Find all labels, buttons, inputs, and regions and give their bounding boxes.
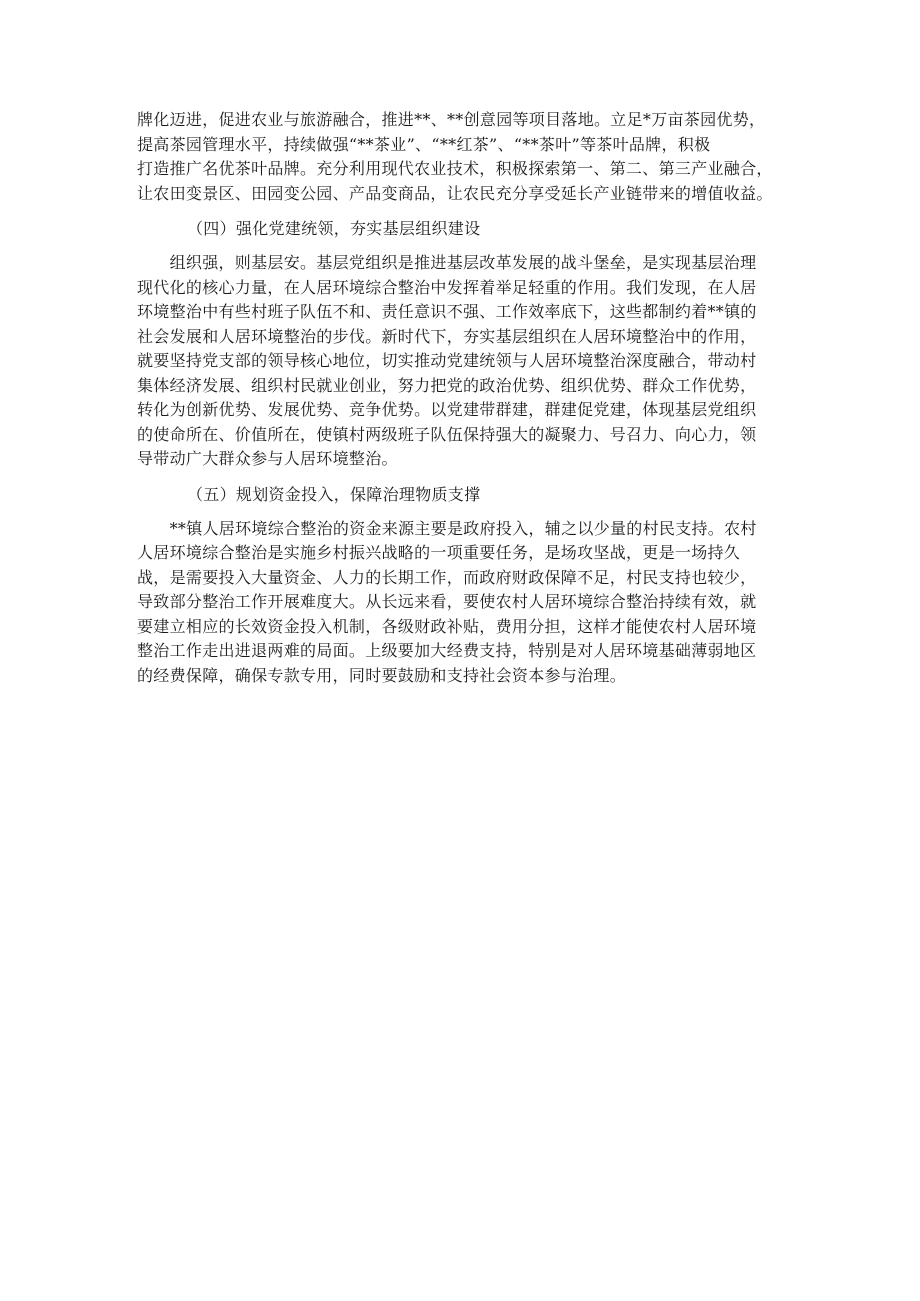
text-line: 让农田变景区、田园变公园、产品变商品，让农民充分享受延长产业链带来的增值收益。 bbox=[137, 183, 773, 203]
text-line: 集体经济发展、组织村民就业创业，努力把党的政治优势、组织优势、群众工作优势， bbox=[137, 375, 757, 395]
text-line: 要建立相应的长效资金投入机制，各级财政补贴，费用分担，这样才能使农村人居环境 bbox=[137, 616, 757, 636]
text-line: 的使命所在、价值所在，使镇村两级班子队伍保持强大的凝聚力、号召力、向心力，领 bbox=[137, 424, 757, 444]
text-line: 战，是需要投入大量资金、人力的长期工作，而政府财政保障不足，村民支持也较少， bbox=[137, 567, 757, 587]
text-line: 现代化的核心力量，在人居环境综合整治中发挥着举足轻重的作用。我们发现，在人居 bbox=[137, 277, 757, 297]
text-line: **镇人居环境综合整治的资金来源主要是政府投入，辅之以少量的村民支持。农村 bbox=[137, 518, 757, 538]
section-heading-5: （五）规划资金投入，保障治理物质支撑 bbox=[187, 484, 481, 504]
paragraph-tea-industry bbox=[137, 108, 797, 206]
text-line: 的经费保障，确保专款专用，同时要鼓励和支持社会资本参与治理。 bbox=[137, 665, 627, 685]
paragraph-funding bbox=[137, 517, 797, 689]
text-line: 转化为创新优势、发展优势、竞争优势。以党建带群建，群建促党建，体现基层党组织 bbox=[137, 400, 757, 419]
section-heading-4: （四）强化党建统领，夯实基层组织建设 bbox=[187, 219, 481, 238]
text-line: 导带动广大群众参与人居环境整治。 bbox=[137, 449, 398, 468]
text-line: 牌化迈进，促进农业与旅游融合，推进**、**创意园等项目落地。立足*万亩茶园优势， bbox=[137, 110, 766, 129]
text-line: 环境整治中有些村班子队伍不和、责任意识不强、工作效率底下，这些都制约着**镇的 bbox=[137, 302, 757, 321]
text-line: 社会发展和人居环境整治的步伐。新时代下，夯实基层组织在人居环境整治中的作用， bbox=[137, 326, 757, 346]
paragraph-party-building bbox=[137, 251, 797, 472]
text-line: 人居环境综合整治是实施乡村振兴战略的一项重要任务，是场攻坚战，更是一场持久 bbox=[137, 543, 741, 562]
text-line: 打造推广名优茶叶品牌。充分利用现代农业技术，积极探索第一、第二、第三产业融合， bbox=[137, 159, 773, 178]
document-page bbox=[137, 108, 797, 688]
text-line: 组织强，则基层安。基层党组织是推进基层改革发展的战斗堡垒，是实现基层治理 bbox=[137, 253, 757, 272]
text-line: 导致部分整治工作开展难度大。从长远来看，要使农村人居环境综合整治持续有效，就 bbox=[137, 592, 757, 611]
text-line: 整治工作走出进退两难的局面。上级要加大经费支持，特别是对人居环境基础薄弱地区 bbox=[137, 641, 757, 660]
text-line: 就要坚持党支部的领导核心地位，切实推动党建统领与人居环境整治深度融合，带动村 bbox=[137, 351, 757, 370]
text-line: 提高茶园管理水平，持续做强“**茶业”、“**红茶”、“**茶叶”等茶叶品牌，积极 bbox=[137, 134, 711, 154]
